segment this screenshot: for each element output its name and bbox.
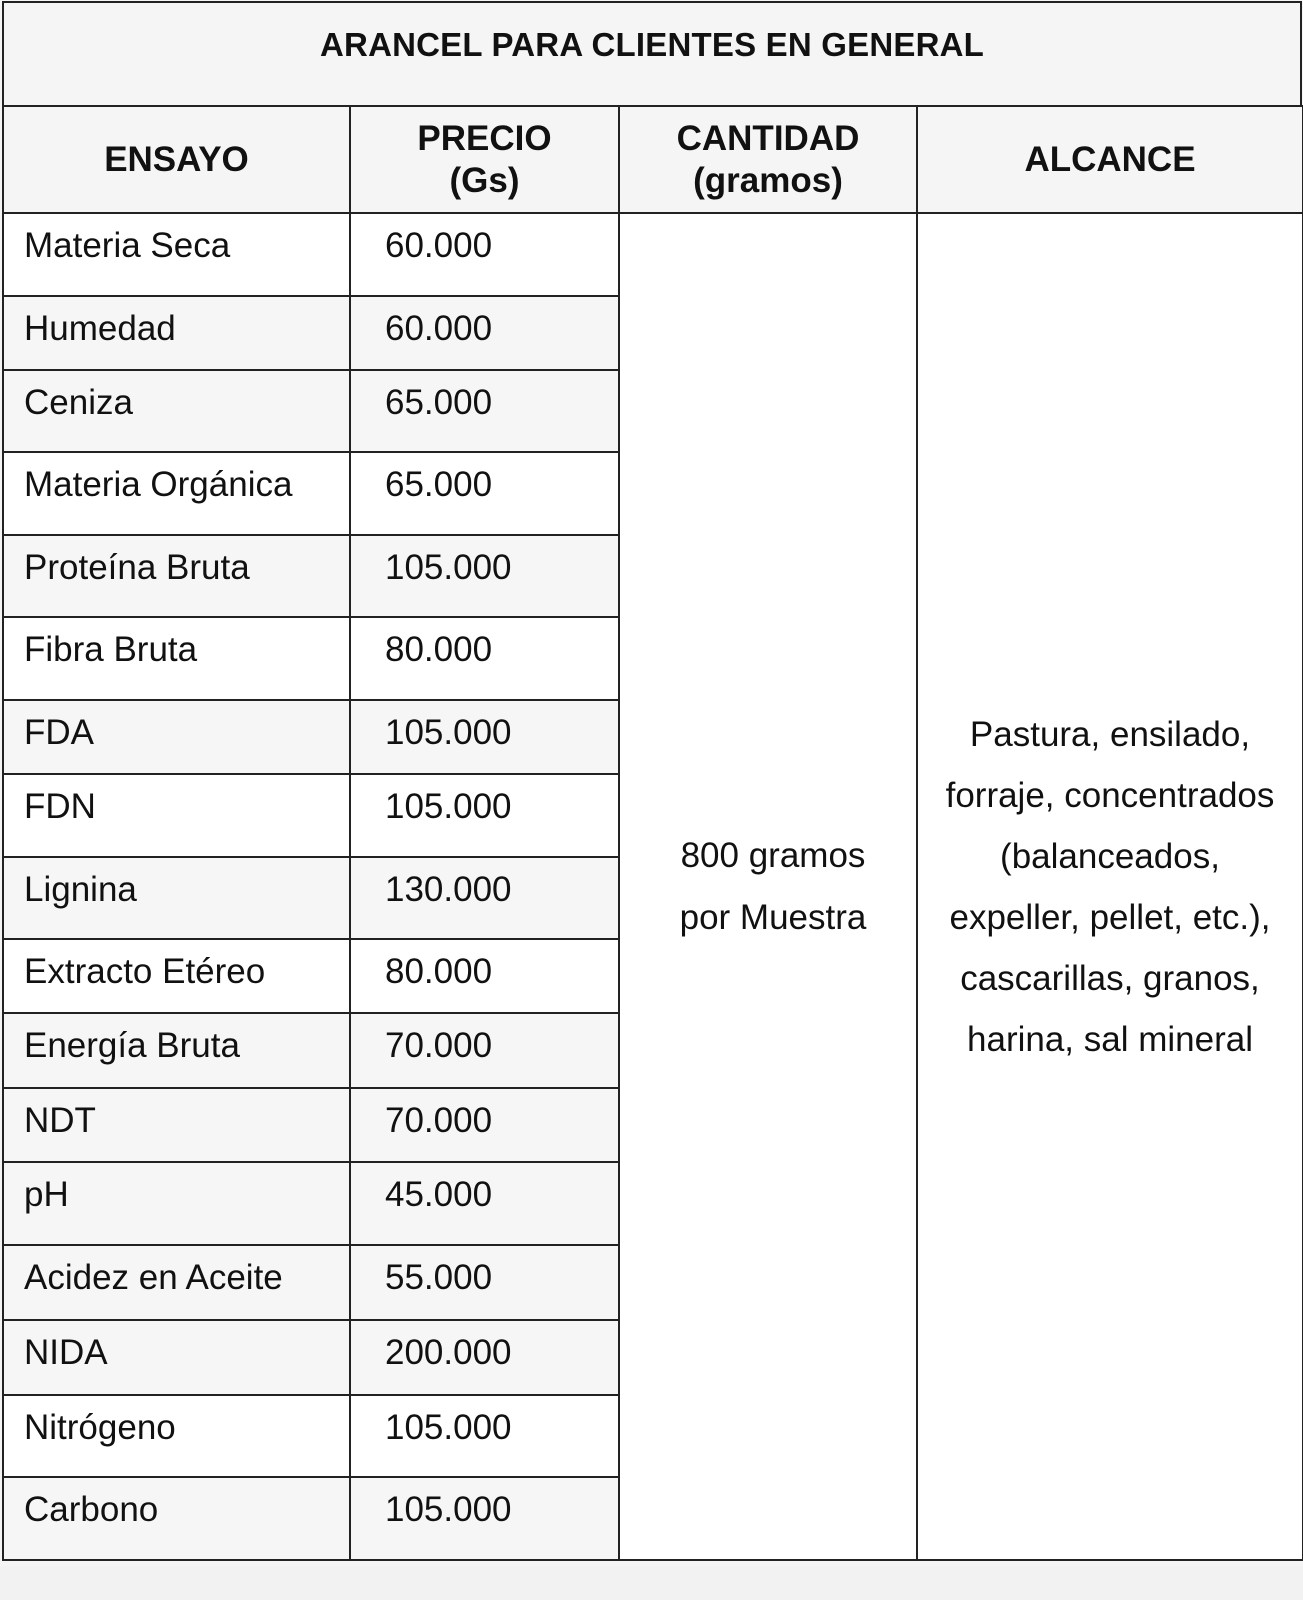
ensayo-cell: Extracto Etéreo (3, 939, 350, 1013)
precio-cell: 200.000 (350, 1320, 619, 1395)
ensayo-cell: pH (3, 1162, 350, 1245)
precio-cell: 45.000 (350, 1162, 619, 1245)
header-cantidad-label: CANTIDAD (676, 118, 860, 158)
ensayo-cell: Materia Orgánica (3, 452, 350, 535)
header-cantidad-unit: (gramos) (693, 160, 843, 200)
ensayo-cell: NIDA (3, 1320, 350, 1395)
title-box (2, 1, 1302, 105)
precio-cell: 65.000 (350, 370, 619, 452)
precio-cell: 105.000 (350, 1395, 619, 1477)
header-alcance (917, 106, 1303, 213)
ensayo-cell: Proteína Bruta (3, 535, 350, 617)
ensayo-cell: NDT (3, 1088, 350, 1162)
header-precio-unit: (Gs) (449, 160, 520, 200)
alcance-line: Pastura, ensilado, (969, 714, 1251, 754)
alcance-line: harina, sal mineral (967, 1019, 1253, 1059)
precio-cell: 130.000 (350, 857, 619, 939)
header-cantidad (619, 106, 917, 213)
precio-cell: 65.000 (350, 452, 619, 535)
ensayo-cell: FDA (3, 700, 350, 774)
ensayo-cell: Materia Seca (3, 213, 350, 296)
header-precio (350, 106, 619, 213)
precio-cell: 80.000 (350, 617, 619, 700)
header-ensayo-label: ENSAYO (104, 139, 249, 179)
page-bottom-margin (0, 1566, 1303, 1600)
page-title: ARANCEL PARA CLIENTES EN GENERAL (320, 26, 984, 63)
precio-cell: 70.000 (350, 1088, 619, 1162)
alcance-line: expeller, pellet, etc.), (949, 897, 1271, 937)
precio-cell: 60.000 (350, 296, 619, 370)
header-row (3, 106, 1303, 213)
ensayo-cell: Nitrógeno (3, 1395, 350, 1477)
price-list-sheet (2, 1, 1302, 1561)
precio-cell: 55.000 (350, 1245, 619, 1320)
ensayo-cell: FDN (3, 774, 350, 857)
precio-cell: 80.000 (350, 939, 619, 1013)
ensayo-cell: Lignina (3, 857, 350, 939)
ensayo-cell: Acidez en Aceite (3, 1245, 350, 1320)
precio-cell: 105.000 (350, 1477, 619, 1560)
precio-cell: 60.000 (350, 213, 619, 296)
header-precio-label: PRECIO (417, 118, 552, 158)
ensayo-cell: Humedad (3, 296, 350, 370)
precio-cell: 70.000 (350, 1013, 619, 1088)
table-row (3, 213, 1303, 296)
ensayo-cell: Ceniza (3, 370, 350, 452)
cantidad-value: 800 gramos (680, 835, 866, 875)
ensayo-cell: Carbono (3, 1477, 350, 1560)
ensayo-cell: Energía Bruta (3, 1013, 350, 1088)
alcance-line: forraje, concentrados (945, 775, 1275, 815)
header-ensayo (3, 106, 350, 213)
alcance-line: cascarillas, granos, (960, 958, 1260, 998)
precio-cell: 105.000 (350, 535, 619, 617)
alcance-line: (balanceados, (1000, 836, 1220, 876)
cantidad-cell (619, 213, 917, 1560)
precio-cell: 105.000 (350, 774, 619, 857)
price-table (2, 105, 1303, 1561)
header-alcance-label: ALCANCE (1024, 139, 1196, 179)
cantidad-note: por Muestra (679, 897, 867, 937)
alcance-cell (917, 213, 1303, 1560)
ensayo-cell: Fibra Bruta (3, 617, 350, 700)
precio-cell: 105.000 (350, 700, 619, 774)
